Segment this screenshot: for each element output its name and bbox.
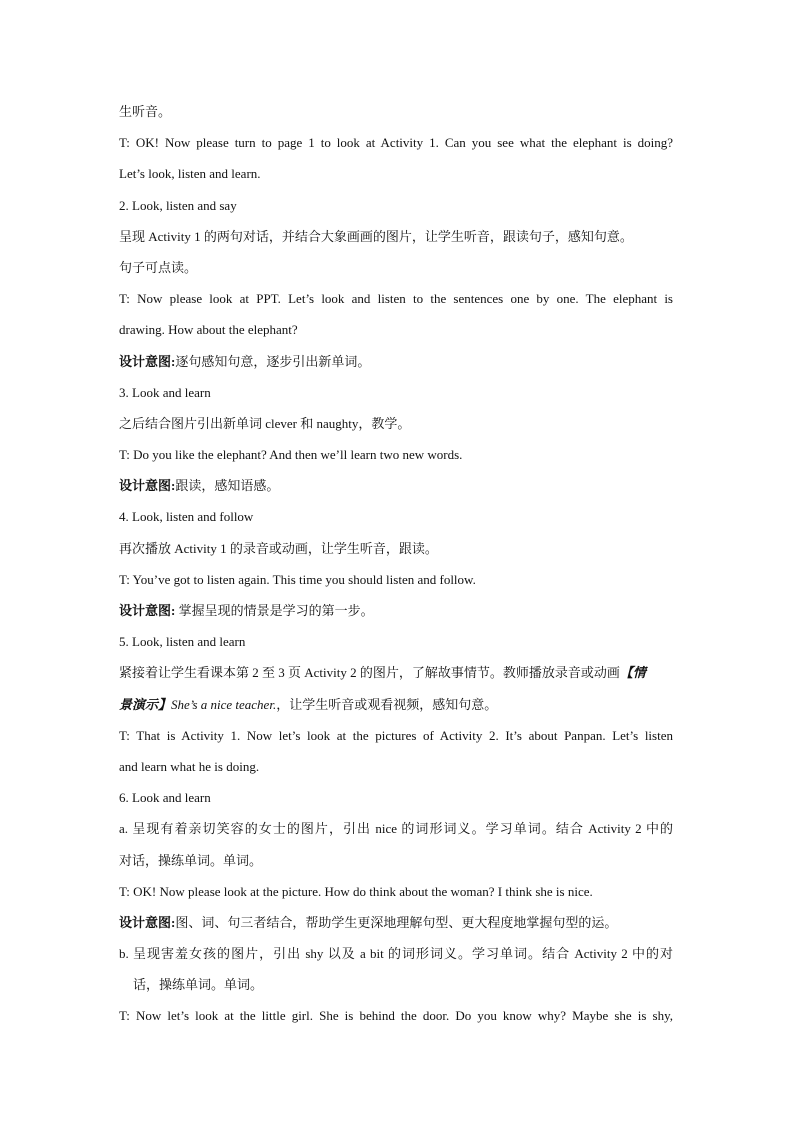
text-line: T: That is Activity 1. Now let’s look at the pictures of Activity 2. It’s about Panpan. Let’s listen <box>119 727 673 743</box>
design-intent-label: 设计意图: <box>119 603 176 618</box>
text-line: and learn what he is doing. <box>119 758 260 774</box>
text-line: 之后结合图片引出新单词 clever 和 naughty，教学。 <box>119 415 411 431</box>
design-intent-line <box>119 346 673 377</box>
list-item-a: a. 呈现有着亲切笑容的女士的图片，引出 nice 的词形词义。学习单词。结合 Activity 2 中的 <box>119 821 673 837</box>
text-segment: ，让学生听音或观看视频，感知句意。 <box>276 696 498 712</box>
text-segment: 紧接着让学生看课本第 2 至 3 页 Activity 2 的图片，了解故事情节。教师播放录音或动画 <box>119 665 620 681</box>
text-line: T: Now let’s look at the little girl. She is behind the door. Do you know why? Maybe she is shy, <box>119 1008 673 1024</box>
section-heading: 3. Look and learn <box>119 384 211 400</box>
design-intent-label: 设计意图: <box>119 353 176 369</box>
text-line: T: Do you like the elephant? And then we’ll learn two new words. <box>119 447 463 463</box>
text-line: 话，操练单词。单词。 <box>133 977 264 993</box>
text-line <box>119 657 673 688</box>
design-intent-text: 掌握呈现的情景是学习的第一步。 <box>178 603 374 618</box>
text-line: 对话，操练单词。单词。 <box>119 852 263 868</box>
section-heading: 6. Look and learn <box>119 790 211 806</box>
section-heading: 5. Look, listen and learn <box>119 634 246 650</box>
design-intent-line <box>119 907 673 938</box>
situation-demo-sentence: She’s a nice teacher. <box>171 696 277 712</box>
text-line: T: You’ve got to listen again. This time you should listen and follow. <box>119 571 476 587</box>
document-page <box>119 96 673 1032</box>
text-line: T: Now please look at PPT. Let’s look and listen to the sentences one by one. The elephant is <box>119 291 673 307</box>
design-intent-line <box>119 595 673 626</box>
text-line <box>119 689 673 720</box>
section-heading: 2. Look, listen and say <box>119 197 237 213</box>
situation-demo-open: 【情 <box>619 665 646 681</box>
design-intent-label: 设计意图: <box>119 914 176 930</box>
text-line: T: OK! Now please look at the picture. How do think about the woman? I think she is nice. <box>119 883 593 899</box>
list-item-b: b. 呈现害羞女孩的图片，引出 shy 以及 a bit 的词形词义。学习单词。结合 Activity 2 中的对 <box>119 946 673 962</box>
text-line: Let’s look, listen and learn. <box>119 166 261 182</box>
section-heading: 4. Look, listen and follow <box>119 509 254 525</box>
text-line: 句子可点读。 <box>119 259 198 275</box>
situation-demo-close: 景演示】 <box>119 696 172 712</box>
design-intent-text: 跟读，感知语感。 <box>175 478 280 494</box>
text-line: T: OK! Now please turn to page 1 to look at Activity 1. Can you see what the elephant is doing? <box>119 135 673 151</box>
text-line: 再次播放 Activity 1 的录音或动画，让学生听音，跟读。 <box>119 540 438 556</box>
design-intent-label: 设计意图: <box>119 478 176 494</box>
design-intent-line <box>119 470 673 501</box>
design-intent-text: 图、词、句三者结合，帮助学生更深地理解句型、更大程度地掌握句型的运。 <box>175 914 618 930</box>
text-line: 呈现 Activity 1 的两句对话，并结合大象画画的图片，让学生听音，跟读句子，感知句意。 <box>119 228 633 244</box>
text-line: 生听音。 <box>119 104 172 119</box>
design-intent-text: 逐句感知句意，逐步引出新单词。 <box>175 353 371 369</box>
text-line: drawing. How about the elephant? <box>119 322 298 338</box>
